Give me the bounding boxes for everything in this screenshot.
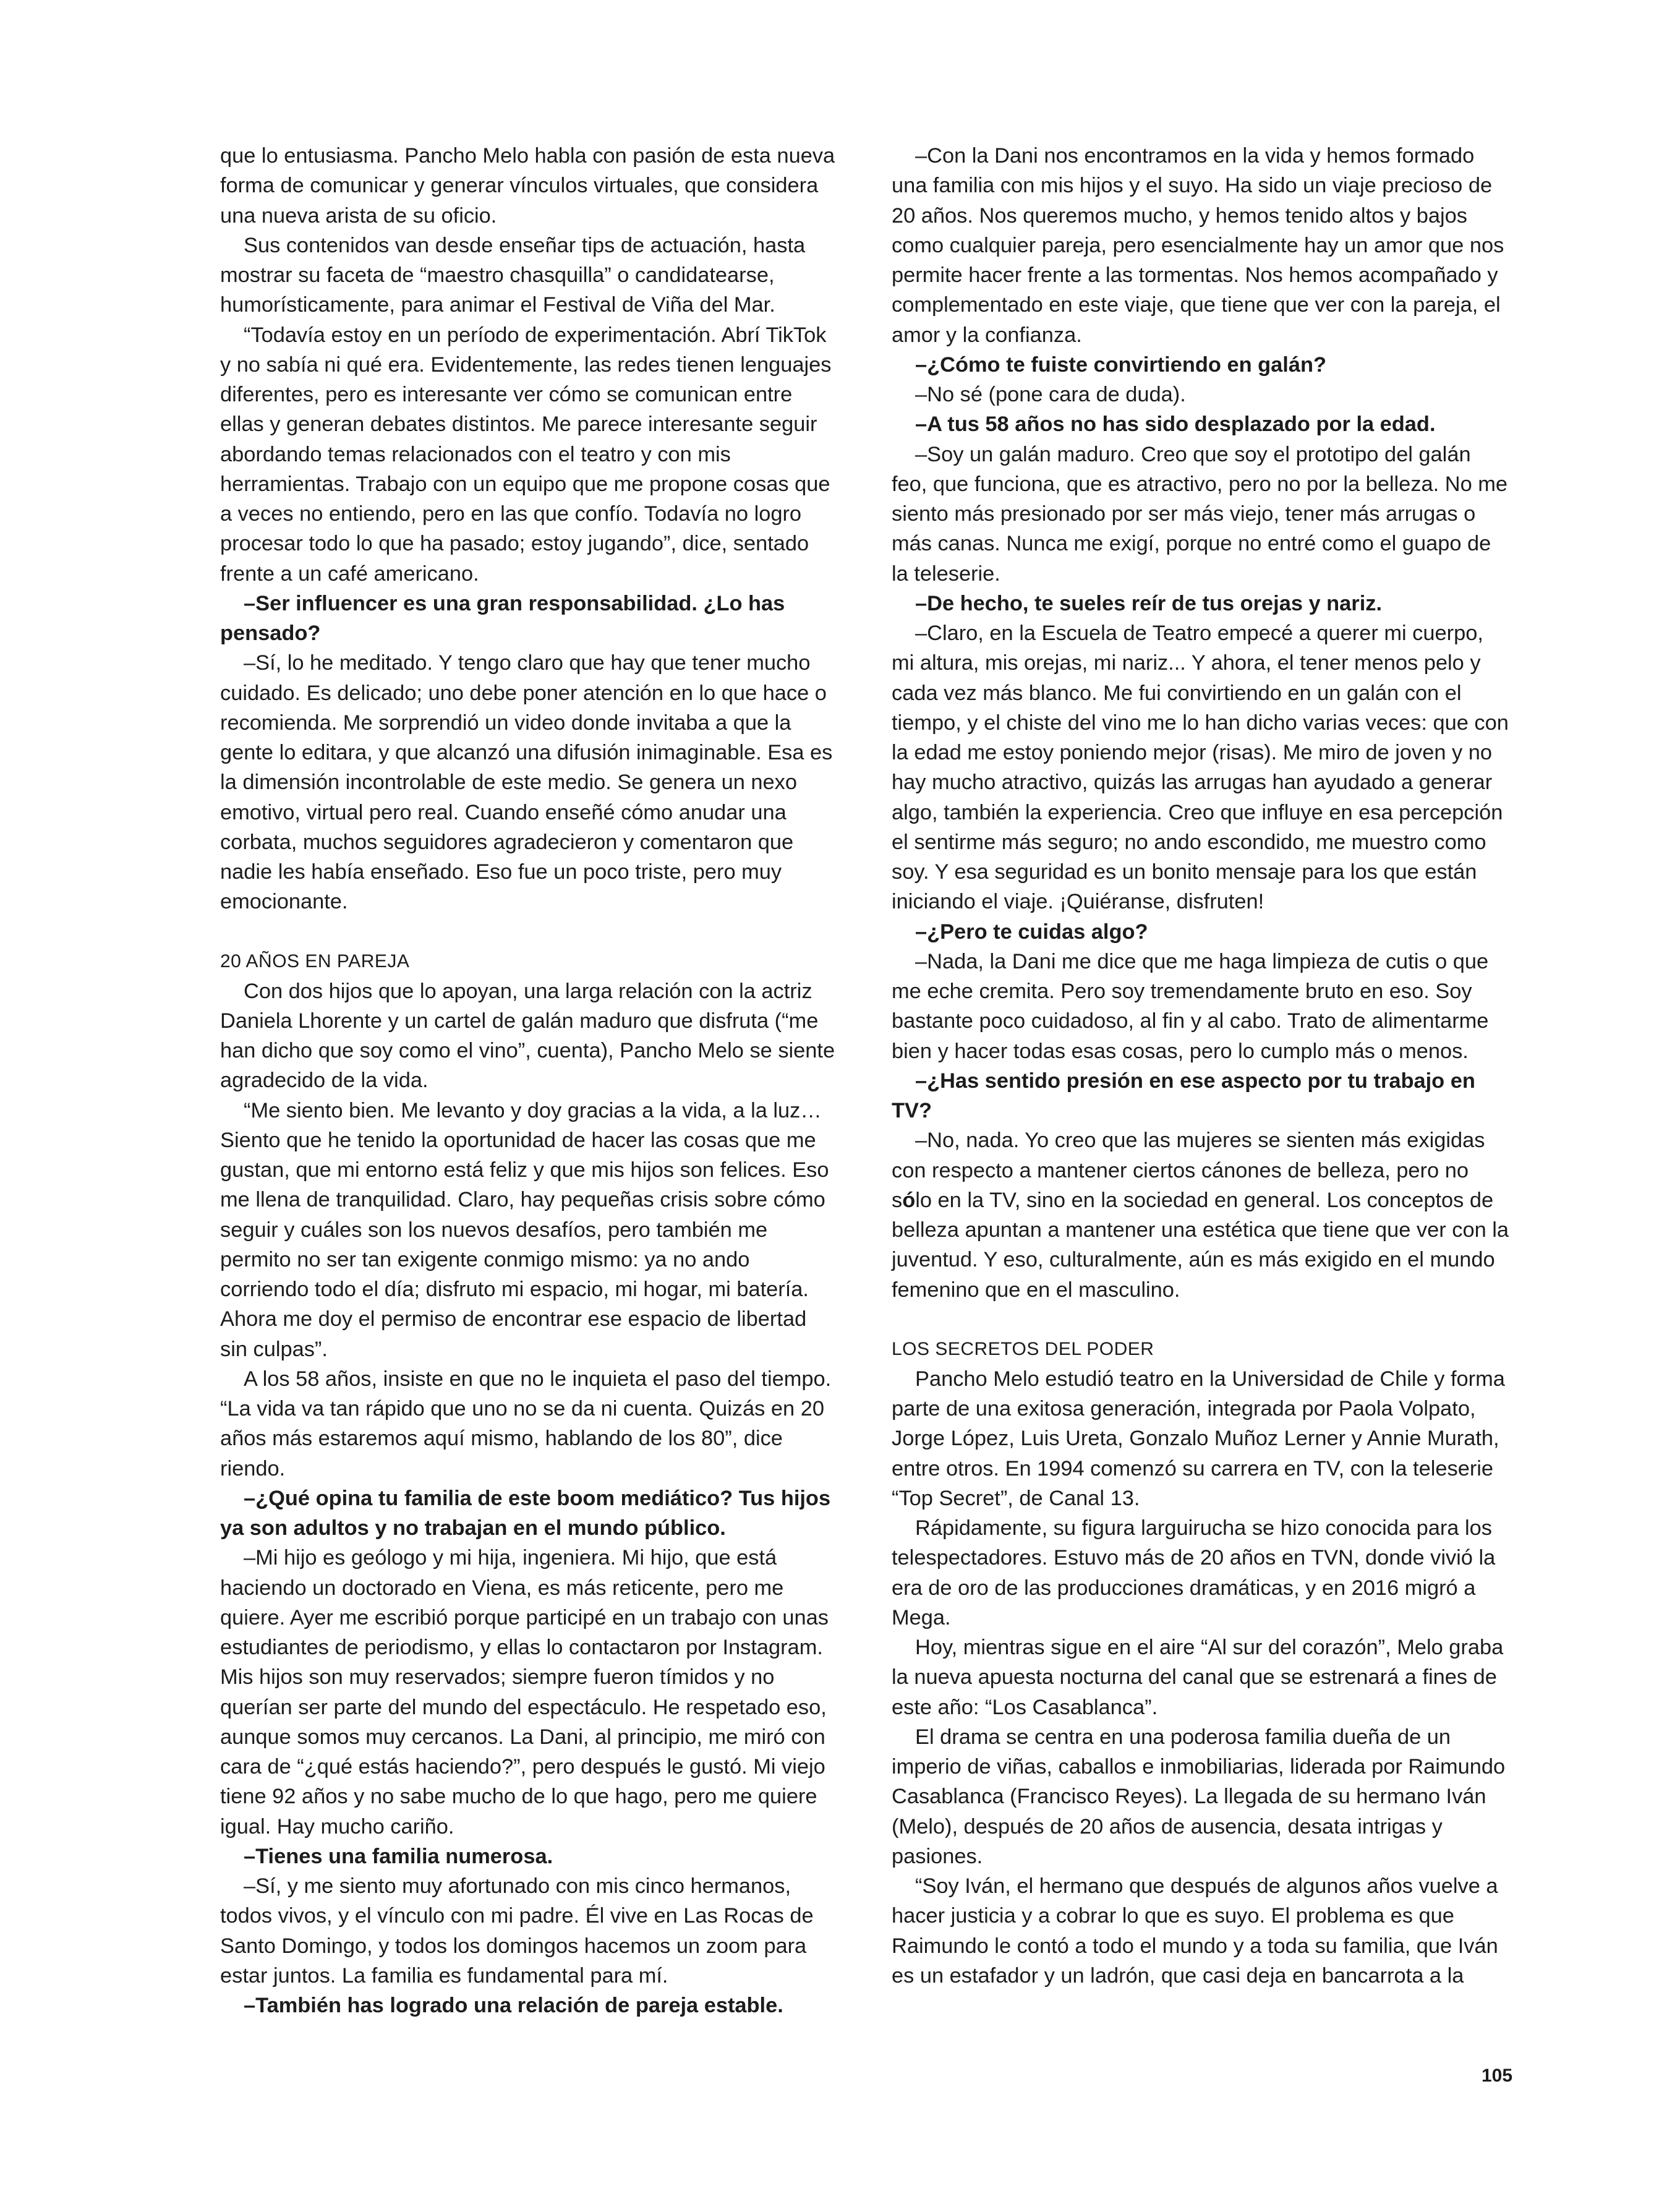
interview-question: –También has logrado una relación de pareja estable.: [244, 1994, 783, 2017]
section-heading: LOS SECRETOS DEL PODER: [892, 1338, 1154, 1359]
interview-question: –Tienes una familia numerosa.: [244, 1844, 553, 1868]
left-column: [220, 141, 838, 2020]
paragraph: Hoy, mientras sigue en el aire “Al sur del corazón”, Melo graba la nueva apuesta nocturna del canal que se estrenará a fines de este año: “Los Casablanca”.: [892, 1636, 1504, 1719]
paragraph: Con dos hijos que lo apoyan, una larga relación con la actriz Daniela Lhorente y un cartel de galán maduro que disfruta (“me han dicho que soy como el vino”, cuenta), Pancho Melo se siente agradecido de la vida.: [220, 979, 835, 1093]
paragraph: “Soy Iván, el hermano que después de algunos años vuelve a hacer justicia y a cobrar lo que es suyo. El problema es que Raimundo le contó a todo el mundo y a toda su familia, que Iván es un estafador y un ladrón, que casi deja en bancarrota a la: [892, 1874, 1498, 1988]
paragraph: A los 58 años, insiste en que no le inquieta el paso del tiempo. “La vida va tan rápido que uno no se da ni cuenta. Quizás en 20 años más estaremos aquí mismo, hablando de los 80”, dice riendo.: [220, 1367, 832, 1480]
page-number: 105: [1482, 2065, 1513, 2086]
interview-question: –De hecho, te sueles reír de tus orejas y nariz.: [915, 591, 1382, 615]
interview-question: –¿Has sentido presión en ese aspecto por tu trabajo en TV?: [892, 1069, 1475, 1122]
paragraph: –Nada, la Dani me dice que me haga limpieza de cutis o que me eche cremita. Pero soy tremendamente bruto en eso. Soy bastante poco cuidadoso, al fin y al cabo. Trato de alimentarme bien y hacer todas esas cosas, pero lo cumplo más o menos.: [892, 949, 1489, 1063]
bold-letter: ó: [902, 1188, 916, 1212]
paragraph: El drama se centra en una poderosa familia dueña de un imperio de viñas, caballos e inmobiliarias, liderada por Raimundo Casablanca (Francisco Reyes). La llegada de su hermano Iván (Melo), después de 20 años de ausencia, desata intrigas y pasiones.: [892, 1725, 1506, 1868]
paragraph: [892, 1125, 1510, 1305]
interview-question: –¿Pero te cuidas algo?: [915, 920, 1148, 944]
paragraph: Sus contenidos van desde enseñar tips de actuación, hasta mostrar su faceta de “maestro chasquilla” o candidatearse, humorísticamente, para animar el Festival de Viña del Mar.: [220, 233, 806, 317]
paragraph: “Me siento bien. Me levanto y doy gracias a la vida, a la luz… Siento que he tenido la oportunidad de hacer las cosas que me gustan, que mi entorno está feliz y que mis hijos son felices. Eso me llena de tranquilidad. Claro, hay pequeñas crisis sobre cómo seguir y cuáles son los nuevos desafíos, pero también me permito no ser tan exigente conmigo mismo: ya no ando corriendo todo el día; disfruto mi espacio, mi hogar, mi batería. Ahora me doy el permiso de encontrar ese espacio de libertad sin culpas”.: [220, 1098, 829, 1361]
paragraph: –Claro, en la Escuela de Teatro empecé a querer mi cuerpo, mi altura, mis orejas, mi nariz... Y ahora, el tener menos pelo y cada vez más blanco. Me fui convirtiendo en un galán con el tiempo, y el chiste del vino me lo han dicho varias veces: que con la edad me estoy poniendo mejor (risas). Me miro de joven y no hay mucho atractivo, quizás las arrugas han ayudado a generar algo, también la experiencia. Creo que influye en esa percepción el sentirme más seguro; no ando escondido, me muestro como soy. Y esa seguridad es un bonito mensaje para los que están iniciando el viaje. ¡Quiéranse, disfruten!: [892, 621, 1509, 914]
right-column: [892, 141, 1510, 1991]
interview-question: –¿Qué opina tu familia de este boom mediático? Tus hijos ya son adultos y no trabajan en el mundo público.: [220, 1486, 831, 1540]
interview-question: –A tus 58 años no has sido desplazado por la edad.: [915, 412, 1436, 437]
text-run: –No, nada. Yo creo que las mujeres se sienten más exigidas con respecto a mantener ciertos cánones de belleza, pero no s: [892, 1129, 1485, 1212]
interview-question: –¿Cómo te fuiste convirtiendo en galán?: [915, 352, 1326, 377]
paragraph: –Mi hijo es geólogo y mi hija, ingeniera. Mi hijo, que está haciendo un doctorado en Viena, es más reticente, pero me quiere. Ayer me escribió porque participé en un trabajo con unas estudiantes de periodismo, y ellas lo contactaron por Instagram. Mis hijos son muy reservados; siempre fueron tímidos y no querían ser parte del mundo del espectáculo. He respetado eso, aunque somos muy cercanos. La Dani, al principio, me miró con cara de “¿qué estás haciendo?”, pero después le gustó. Mi viejo tiene 92 años y no sabe mucho de lo que hago, pero me quiere igual. Hay mucho cariño.: [220, 1546, 829, 1839]
paragraph: –Sí, lo he meditado. Y tengo claro que hay que tener mucho cuidado. Es delicado; uno debe poner atención en lo que hace o recomienda. Me sorprendió un video donde invitaba a que la gente lo editara, y que alcanzó una difusión inimaginable. Esa es la dimensión incontrolable de este medio. Se genera un nexo emotivo, virtual pero real. Cuando enseñé cómo anudar una corbata, muchos seguidores agradecieron y comentaron que nadie les había enseñado. Eso fue un poco triste, pero muy emocionante.: [220, 651, 833, 914]
section-heading: 20 AÑOS EN PAREJA: [220, 950, 410, 972]
paragraph: Pancho Melo estudió teatro en la Universidad de Chile y forma parte de una exitosa generación, integrada por Paola Volpato, Jorge López, Luis Ureta, Gonzalo Muñoz Lerner y Annie Murath, entre otros. En 1994 comenzó su carrera en TV, con la teleserie “Top Secret”, de Canal 13.: [892, 1367, 1505, 1510]
paragraph: que lo entusiasma. Pancho Melo habla con pasión de esta nueva forma de comunicar y generar vínculos virtuales, que considera una nueva arista de su oficio.: [220, 144, 835, 228]
text-run: lo en la TV, sino en la sociedad en general. Los conceptos de belleza apuntan a mantener una estética que tiene que ver con la juventud. Y eso, culturalmente, aún es más exigido en el mundo femenino que en el masculino.: [892, 1188, 1509, 1302]
paragraph: –Sí, y me siento muy afortunado con mis cinco hermanos, todos vivos, y el vínculo con mi padre. Él vive en Las Rocas de Santo Domingo, y todos los domingos hacemos un zoom para estar juntos. La familia es fundamental para mí.: [220, 1874, 814, 1988]
paragraph: Rápidamente, su figura larguirucha se hizo conocida para los telespectadores. Estuvo más de 20 años en TVN, donde vivió la era de oro de las producciones dramáticas, y en 2016 migró a Mega.: [892, 1516, 1496, 1629]
paragraph: “Todavía estoy en un período de experimentación. Abrí TikTok y no sabía ni qué era. Evidentemente, las redes tienen lenguajes diferentes, pero es interesante ver cómo se comunican entre ellas y generan debates distintos. Me parece interesante seguir abordando temas relacionados con el teatro y con mis herramientas. Trabajo con un equipo que me propone cosas que a veces no entiendo, pero en las que confío. Todavía no logro procesar todo lo que ha pasado; estoy jugando”, dice, sentado frente a un café americano.: [220, 323, 832, 586]
interview-question: –Ser influencer es una gran responsabilidad. ¿Lo has pensado?: [220, 591, 785, 645]
paragraph: –Soy un galán maduro. Creo que soy el prototipo del galán feo, que funciona, que es atractivo, pero no por la belleza. No me siento más presionado por ser más viejo, tener más arrugas o más canas. Nunca me exigí, porque no entré como el guapo de la teleserie.: [892, 442, 1508, 586]
paragraph: –No sé (pone cara de duda).: [915, 383, 1186, 406]
paragraph: –Con la Dani nos encontramos en la vida y hemos formado una familia con mis hijos y el suyo. Ha sido un viaje precioso de 20 años. Nos queremos mucho, y hemos tenido altos y bajos como cualquier pareja, pero esencialmente hay un amor que nos permite hacer frente a las tormentas. Nos hemos acompañado y complementado en este viaje, que tiene que ver con la pareja, el amor y la confianza.: [892, 144, 1504, 347]
